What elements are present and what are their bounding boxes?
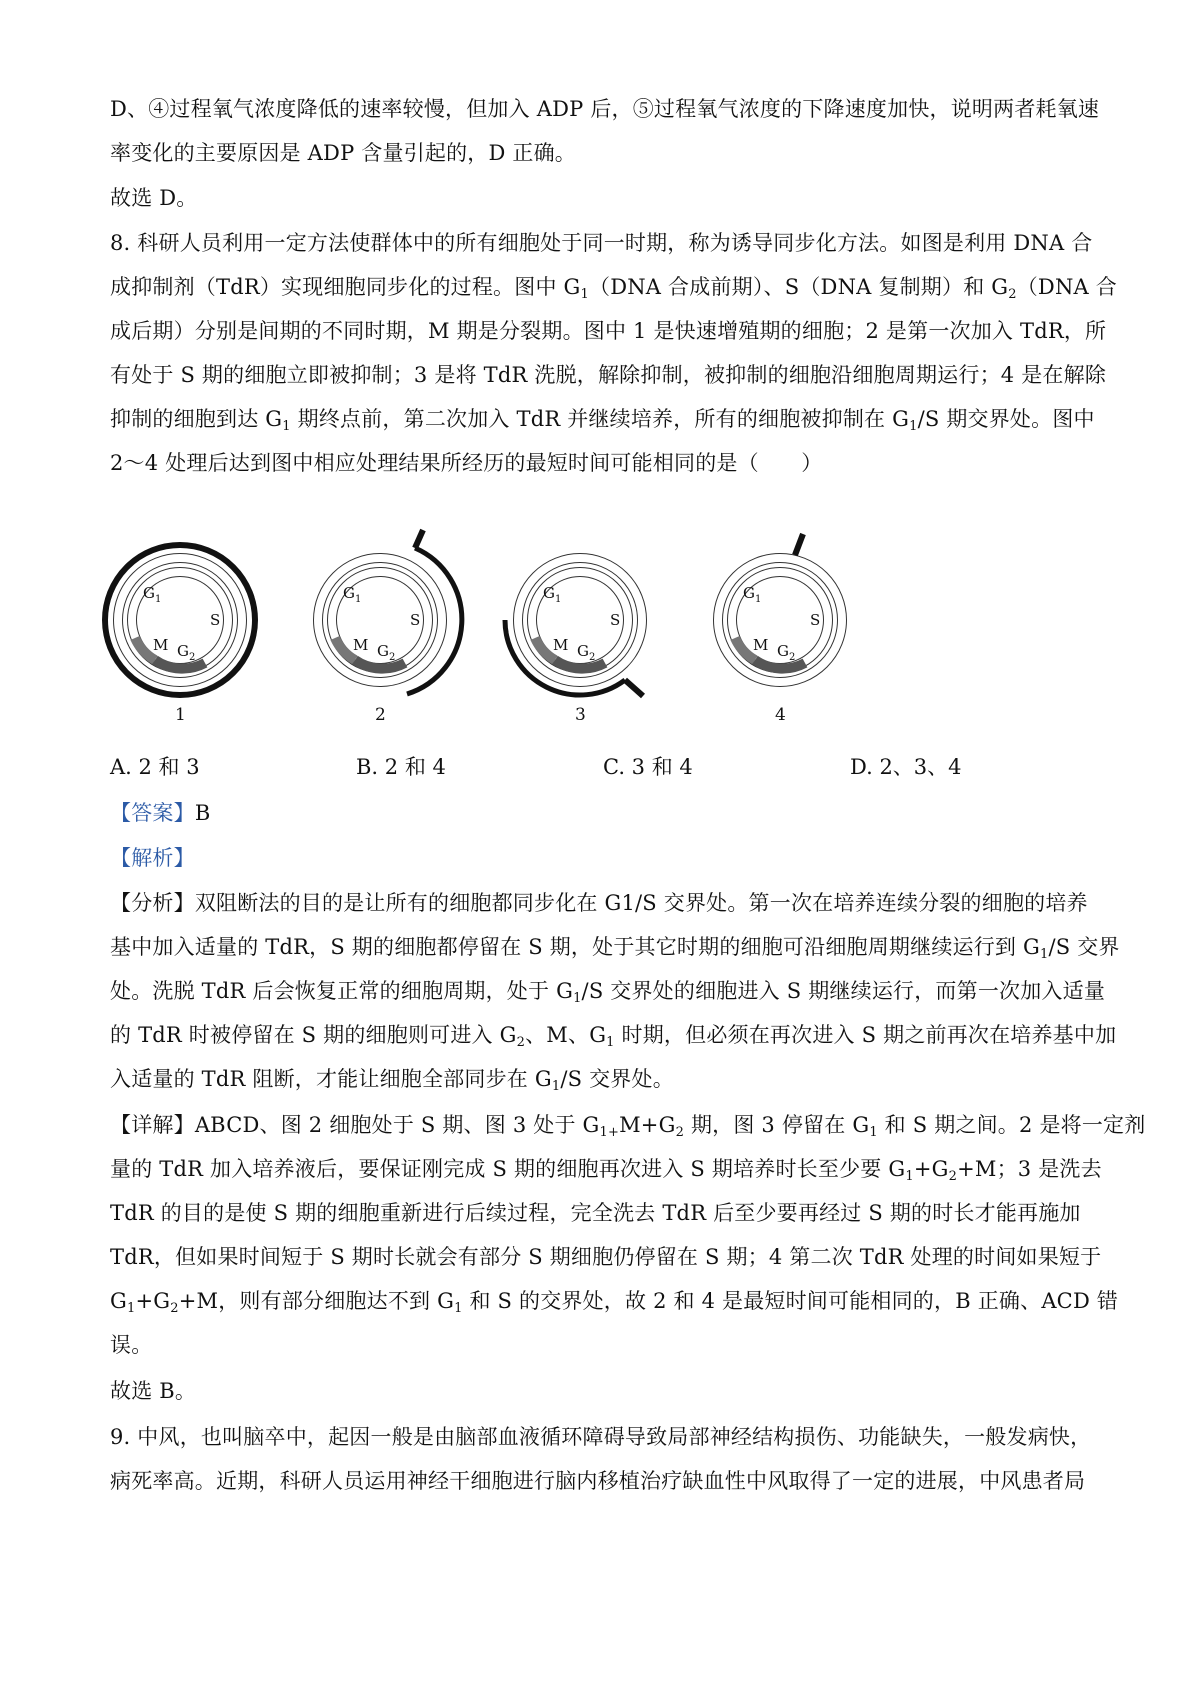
detail-line: 量的 TdR 加入培养液后，要保证刚完成 S 期的细胞再次进入 S 期培养时长至少要 $G_1+G_2+M$；3 是洗去 [110, 1157, 1102, 1184]
svg-text:G: G [543, 584, 555, 602]
diagram-1 [105, 545, 255, 725]
svg-text:M: M [753, 636, 769, 654]
svg-text:M: M [153, 636, 169, 654]
q8-stem-line: 8. 科研人员利用一定方法使群体中的所有细胞处于同一时期，称为诱导同步化方法。如图是利用 DNA 合 [110, 231, 1093, 255]
prev-text-line: D、④过程氧气浓度降低的速率较慢，但加入 ADP 后，⑤过程氧气浓度的下降速度加快，说明两者耗氧速 [110, 97, 1100, 121]
diagram-2 [318, 530, 462, 725]
cell-cycle-figure [95, 520, 975, 730]
q8-stem-line: 2～4 处理后达到图中相应处理结果所经历的最短时间可能相同的是（ ） [110, 451, 823, 475]
option-d: D. 2、3、4 [850, 755, 962, 779]
detail-line: 【详解】ABCD、图 2 细胞处于 S 期、图 3 处于 $G_{1+}M+G_2$ 期，图 3 停留在 $G_1$ 和 S 期之间。2 是将一定剂 [110, 1113, 1146, 1140]
q8-stem-line: 抑制的细胞到达 $G_1$ 期终点前，第二次加入 TdR 并继续培养，所有的细胞被抑制在 $G_1/S$ 期交界处。图中 [110, 407, 1095, 434]
prev-choice: 故选 D。 [110, 186, 198, 210]
svg-text:M: M [353, 636, 369, 654]
caption-3: 3 [575, 705, 586, 725]
svg-text:G: G [143, 584, 155, 602]
option-b: B. 2 和 4 [356, 755, 446, 779]
detail-line: 误。 [110, 1333, 153, 1357]
svg-text:2: 2 [789, 652, 796, 663]
svg-text:1: 1 [155, 594, 162, 605]
analysis-line: 的 TdR 时被停留在 S 期的细胞则可进入 $G_2$、M、$G_1$ 时期，但必须在再次进入 S 期之前再次在培养基中加 [110, 1023, 1117, 1050]
svg-text:1: 1 [755, 594, 762, 605]
diagram-3 [505, 558, 643, 725]
svg-text:2: 2 [189, 652, 196, 663]
q8-stem-line: 成抑制剂（TdR）实现细胞同步化的过程。图中 $G_1(DNA$ 合成前期）、S（DNA 复制期）和 $G_2(DNA$ 合 [110, 275, 1117, 302]
svg-text:M: M [553, 636, 569, 654]
detail-line: TdR 的目的是使 S 期的细胞重新进行后续过程，完全洗去 TdR 后至少要再经过 S 期的时长才能再施加 [110, 1201, 1081, 1225]
answer-line: 【答案】B [110, 801, 211, 825]
svg-text:S: S [210, 611, 221, 629]
q8-stem-line: 成后期）分别是间期的不同时期，M 期是分裂期。图中 1 是快速增殖期的细胞；2 是第一次加入 TdR，所 [110, 319, 1107, 343]
svg-text:G: G [377, 642, 389, 660]
detail-line: $G_1+G_2+M$，则有部分细胞达不到 $G_1$ 和 S 的交界处，故 2 和 4 是最短时间可能相同的，B 正确、ACD 错 [110, 1289, 1119, 1316]
svg-text:S: S [810, 611, 821, 629]
svg-text:G: G [343, 584, 355, 602]
analysis-line: 处。洗脱 TdR 后会恢复正常的细胞周期，处于 $G_1/S$ 交界处的细胞进入 S 期继续运行，而第一次加入适量 [110, 979, 1106, 1006]
analysis-line: 【分析】双阻断法的目的是让所有的细胞都同步化在 G1/S 交界处。第一次在培养连续分裂的细胞的培养 [110, 891, 1088, 915]
option-a: A. 2 和 3 [110, 755, 200, 779]
option-c: C. 3 和 4 [603, 755, 693, 779]
caption-4: 4 [775, 705, 786, 725]
svg-text:S: S [410, 611, 421, 629]
detail-line: TdR，但如果时间短于 S 期时长就会有部分 S 期细胞仍停留在 S 期；4 第二次 TdR 处理的时间如果短于 [110, 1245, 1102, 1269]
svg-text:G: G [743, 584, 755, 602]
caption-1: 1 [175, 705, 186, 725]
svg-text:2: 2 [389, 652, 396, 663]
q9-stem-line: 9. 中风，也叫脑卒中，起因一般是由脑部血液循环障碍导致局部神经结构损伤、功能缺失，一般发病快， [110, 1425, 1092, 1449]
diagram-4 [718, 534, 842, 725]
svg-text:2: 2 [589, 652, 596, 663]
q8-stem-line: 有处于 S 期的细胞立即被抑制；3 是将 TdR 洗脱，解除抑制，被抑制的细胞沿细胞周期运行；4 是在解除 [110, 363, 1107, 387]
prev-text-line: 率变化的主要原因是 ADP 含量引起的，D 正确。 [110, 141, 576, 165]
analysis-line: 入适量的 TdR 阻断，才能让细胞全部同步在 $G_1/S$ 交界处。 [110, 1067, 674, 1094]
svg-text:G: G [777, 642, 789, 660]
q9-stem-line: 病死率高。近期，科研人员运用神经干细胞进行脑内移植治疗缺血性中风取得了一定的进展，中风患者局 [110, 1469, 1086, 1493]
q8-choice: 故选 B。 [110, 1379, 197, 1403]
svg-text:G: G [577, 642, 589, 660]
svg-text:G: G [177, 642, 189, 660]
svg-text:1: 1 [355, 594, 362, 605]
analysis-heading: 【解析】 [110, 846, 195, 870]
svg-text:1: 1 [555, 594, 562, 605]
caption-2: 2 [375, 705, 386, 725]
analysis-line: 基中加入适量的 TdR，S 期的细胞都停留在 S 期，处于其它时期的细胞可沿细胞周期继续运行到 $G_1/S$ 交界 [110, 935, 1120, 962]
svg-text:S: S [610, 611, 621, 629]
